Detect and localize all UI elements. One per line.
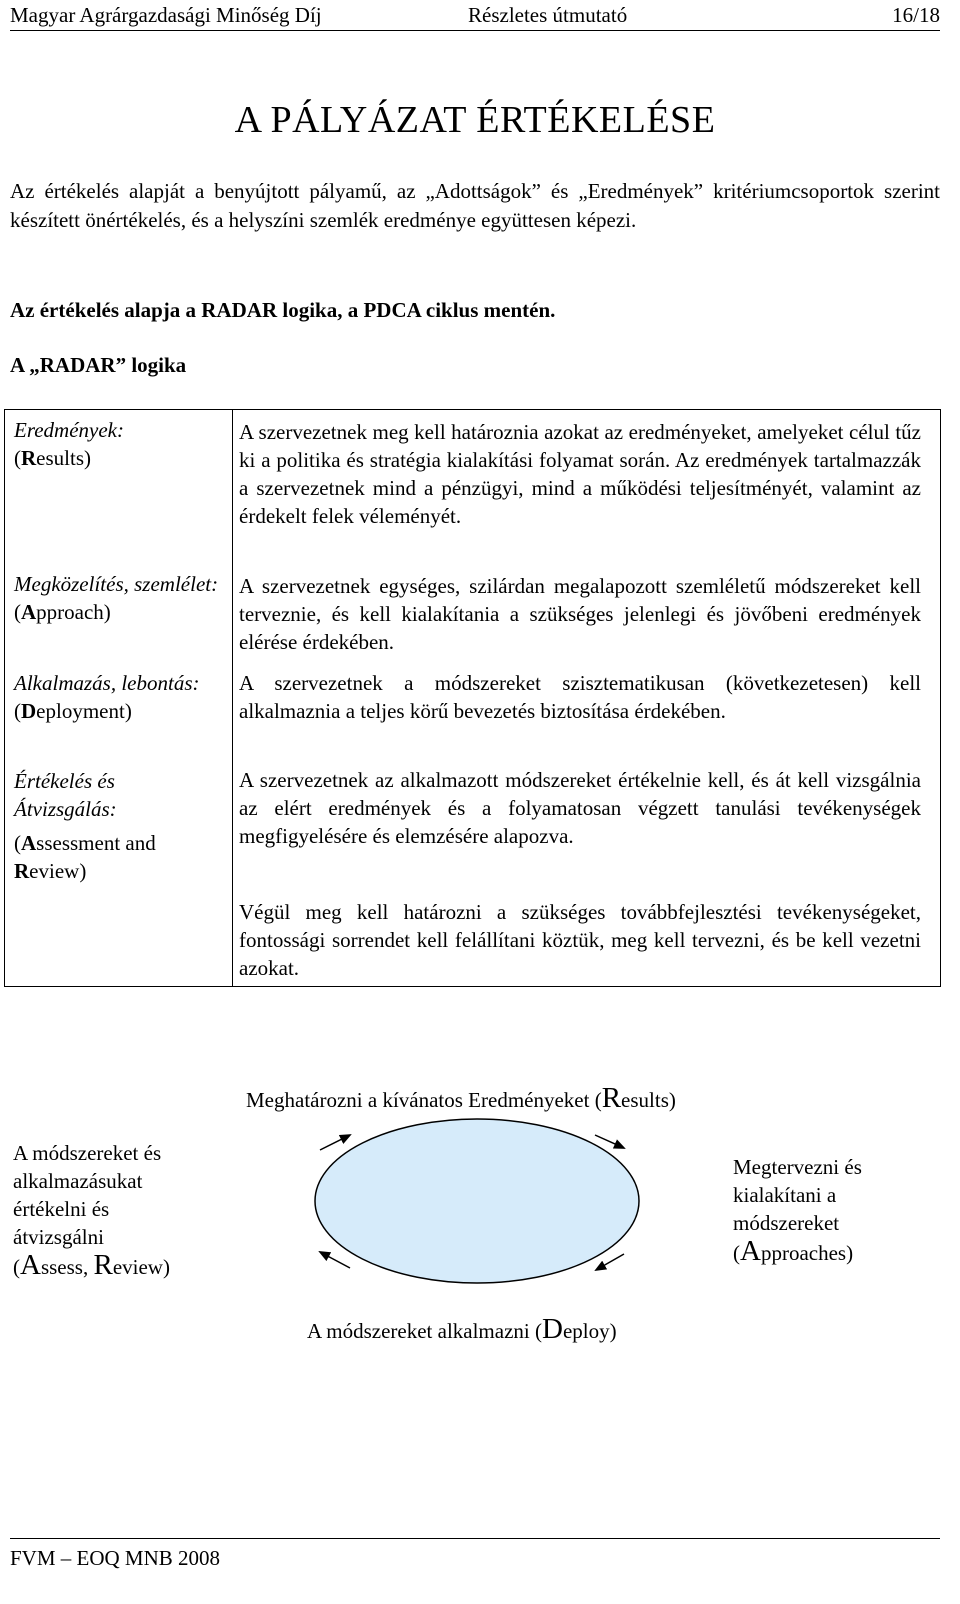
header-left: Magyar Agrárgazdasági Minőség Díj: [10, 3, 322, 27]
radar-basis-heading: Az értékelés alapja a RADAR logika, a PDCA ciklus mentén.: [10, 298, 556, 322]
text-approach: A szervezetnek egységes, szilárdan megalapozott szemléletű módszereket kell terveznie, és kell kialakítania a szükséges jelenlegi és jövőbeni eredmények elérése érdekében.: [239, 574, 921, 654]
label-approach-hu: Megközelítés, szemlélet:: [14, 572, 219, 596]
radar-table: [4, 409, 941, 987]
label-approach: [14, 570, 224, 626]
text-improvement: Végül meg kell határozni a szükséges továbbfejlesztési tevékenységeket, fontossági sorrendet kell felállítani köztük, meg kell tervezni, és be kell vezetni azokat.: [239, 900, 921, 980]
label-review-en: Review): [14, 859, 87, 883]
label-approach-en: (Approach): [14, 600, 111, 624]
page-header: [10, 0, 940, 31]
arrow-bottom-right-icon: [596, 1254, 624, 1270]
label-results-en: (Results): [14, 446, 91, 470]
cycle-label-deploy: A módszereket alkalmazni (Deploy): [307, 1313, 617, 1345]
label-deployment-en: (Deployment): [14, 699, 132, 723]
label-results: [14, 416, 224, 472]
label-deployment: [14, 669, 224, 725]
arrow-top-left-icon: [320, 1135, 350, 1150]
cycle-label-results: Meghatározni a kívánatos Eredményeket (Results): [246, 1082, 676, 1114]
cycle-label-assess-review: A módszereket és alkalmazásukat értékelni és átvizsgálni (Assess, Review): [13, 1141, 170, 1281]
table-divider: [232, 410, 233, 986]
page-title: A PÁLYÁZAT ÉRTÉKELÉSE: [234, 99, 716, 141]
header-center: Részletes útmutató: [468, 3, 628, 27]
label-assessment-en: (Assessment and: [14, 831, 156, 855]
page-footer: FVM – EOQ MNB 2008: [10, 1546, 221, 1570]
label-assessment-hu: Értékelés és Átvizsgálás:: [14, 769, 117, 821]
cycle-ellipse: [315, 1119, 639, 1283]
arrow-bottom-left-icon: [320, 1252, 350, 1268]
cycle-label-approaches: Megtervezni és kialakítani a módszereket (Approaches): [733, 1155, 862, 1267]
footer-rule: [10, 1538, 940, 1539]
arrow-top-right-icon: [595, 1135, 624, 1148]
radar-logic-heading: A „RADAR” logika: [10, 353, 187, 377]
label-assessment: [14, 767, 224, 885]
text-deployment: A szervezetnek a módszereket szisztematikusan (következetesen) kell alkalmaznia a teljes körű bevezetés biztosítása érdekében.: [239, 671, 921, 723]
text-results: A szervezetnek meg kell határoznia azokat az eredményeket, amelyeket célul tűz ki a politika és stratégia kialakítási folyamat során. Az eredmények tartalmazzák a szervezetnek mind a pénzügyi, mind a működési teljesítményét, valamint az érdekelt felek véleményét.: [239, 420, 921, 528]
intro-paragraph: Az értékelés alapját a benyújtott pályamű, az „Adottságok” és „Eredmények” kritériumcsoportok szerint készített önértékelés, és a helyszíni szemlék eredménye együttesen képezi.: [10, 179, 940, 232]
label-results-hu: Eredmények:: [14, 418, 124, 442]
header-page-number: 16/18: [892, 3, 940, 27]
label-deployment-hu: Alkalmazás, lebontás:: [14, 671, 200, 695]
text-assessment: A szervezetnek az alkalmazott módszereket értékelnie kell, és át kell vizsgálnia az elért eredmények és a folyamatosan végzett tanulási tevékenységek megfigyelésére és elemzésére alapozva.: [239, 768, 921, 848]
